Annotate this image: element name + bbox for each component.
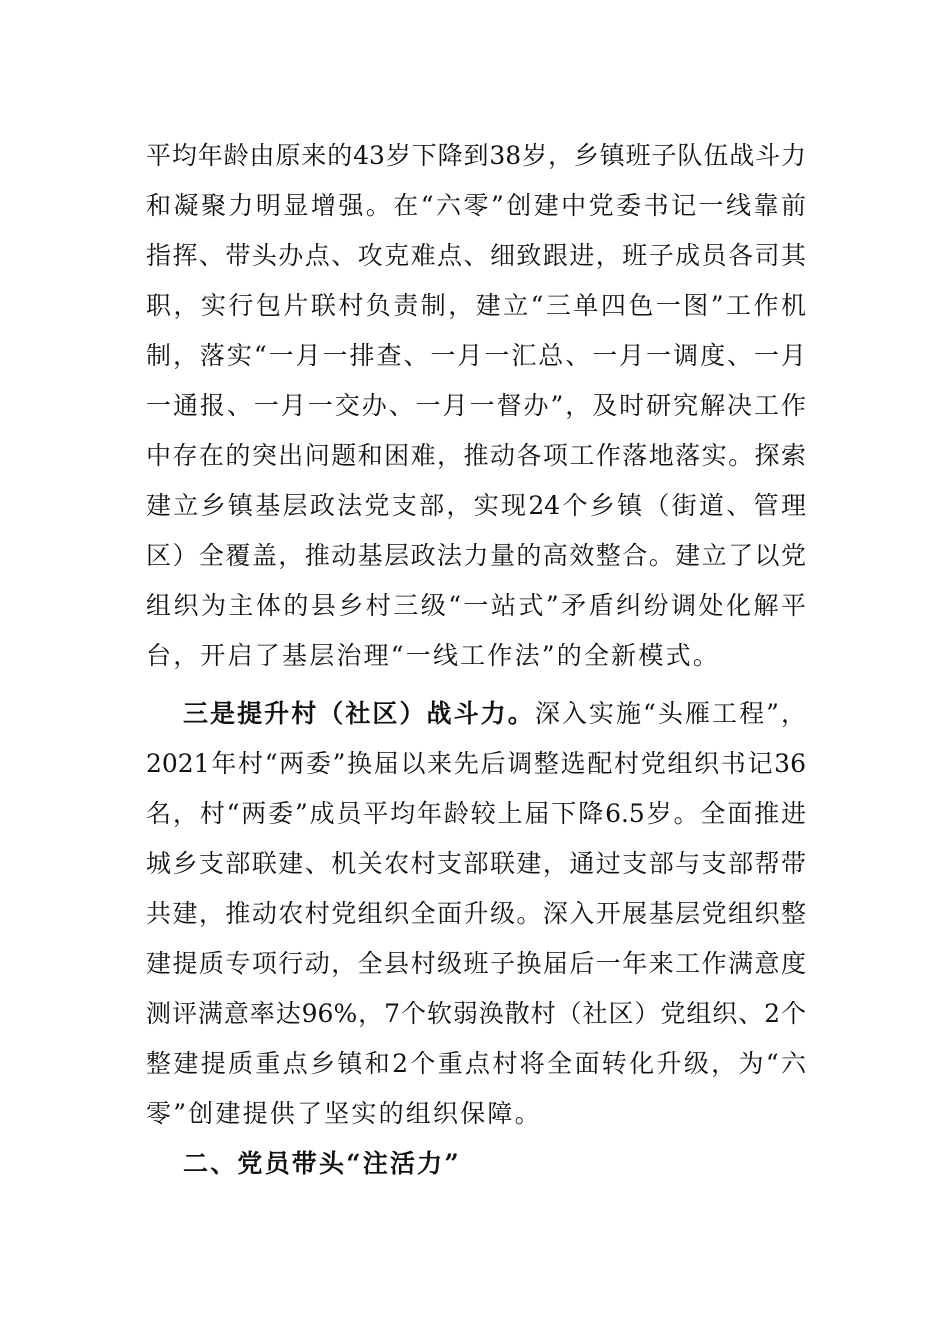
paragraph-1-line: 职，实行包片联村负责制，建立“三单四色一图”工作机 (146, 291, 806, 320)
paragraph-2-lead-bold: 三是提升村（社区）战斗力。 (183, 699, 535, 728)
paragraph-1-line: 指挥、带头办点、攻克难点、细致跟进，班子成员各司其 (146, 241, 806, 270)
paragraph-1-line: 组织为主体的县乡村三级“一站式”矛盾纠纷调处化解平 (146, 591, 806, 620)
paragraph-2-lead-rest: 深入实施“头雁工程”， (534, 699, 806, 728)
paragraph-2-line: 城乡支部联建、机关农村支部联建，通过支部与支部帮带 (146, 849, 806, 878)
paragraph-1-line: 建立乡镇基层政法党支部，实现24个乡镇（街道、管理 (146, 491, 806, 520)
paragraph-2-first-line (183, 694, 806, 734)
section-heading: 二、党员带头“注活力” (183, 1149, 461, 1178)
paragraph-1-line: 台，开启了基层治理“一线工作法”的全新模式。 (146, 641, 720, 670)
paragraph-1-line: 中存在的突出问题和困难，推动各项工作落地落实。探索 (146, 441, 806, 470)
paragraph-2-line: 名，村“两委”成员平均年龄较上届下降6.5岁。全面推进 (146, 799, 806, 828)
paragraph-1-line: 制，落实“一月一排查、一月一汇总、一月一调度、一月 (146, 341, 806, 370)
paragraph-2-line: 测评满意率达96%，7个软弱涣散村（社区）党组织、2个 (146, 999, 806, 1028)
paragraph-2-line: 零”创建提供了坚实的组织保障。 (146, 1099, 542, 1128)
paragraph-1-line: 平均年龄由原来的43岁下降到38岁，乡镇班子队伍战斗力 (146, 141, 806, 170)
paragraph-2-line: 整建提质重点乡镇和2个重点村将全面转化升级，为“六 (146, 1049, 806, 1078)
paragraph-2-line: 共建，推动农村党组织全面升级。深入开展基层党组织整 (146, 899, 806, 928)
paragraph-2-line: 2021年村“两委”换届以来先后调整选配村党组织书记36 (146, 749, 806, 778)
paragraph-1-line: 区）全覆盖，推动基层政法力量的高效整合。建立了以党 (146, 541, 806, 570)
paragraph-1-line: 一通报、一月一交办、一月一督办”，及时研究解决工作 (146, 391, 806, 420)
paragraph-2-line: 建提质专项行动，全县村级班子换届后一年来工作满意度 (146, 949, 806, 978)
paragraph-1-line: 和凝聚力明显增强。在“六零”创建中党委书记一线靠前 (146, 191, 806, 220)
